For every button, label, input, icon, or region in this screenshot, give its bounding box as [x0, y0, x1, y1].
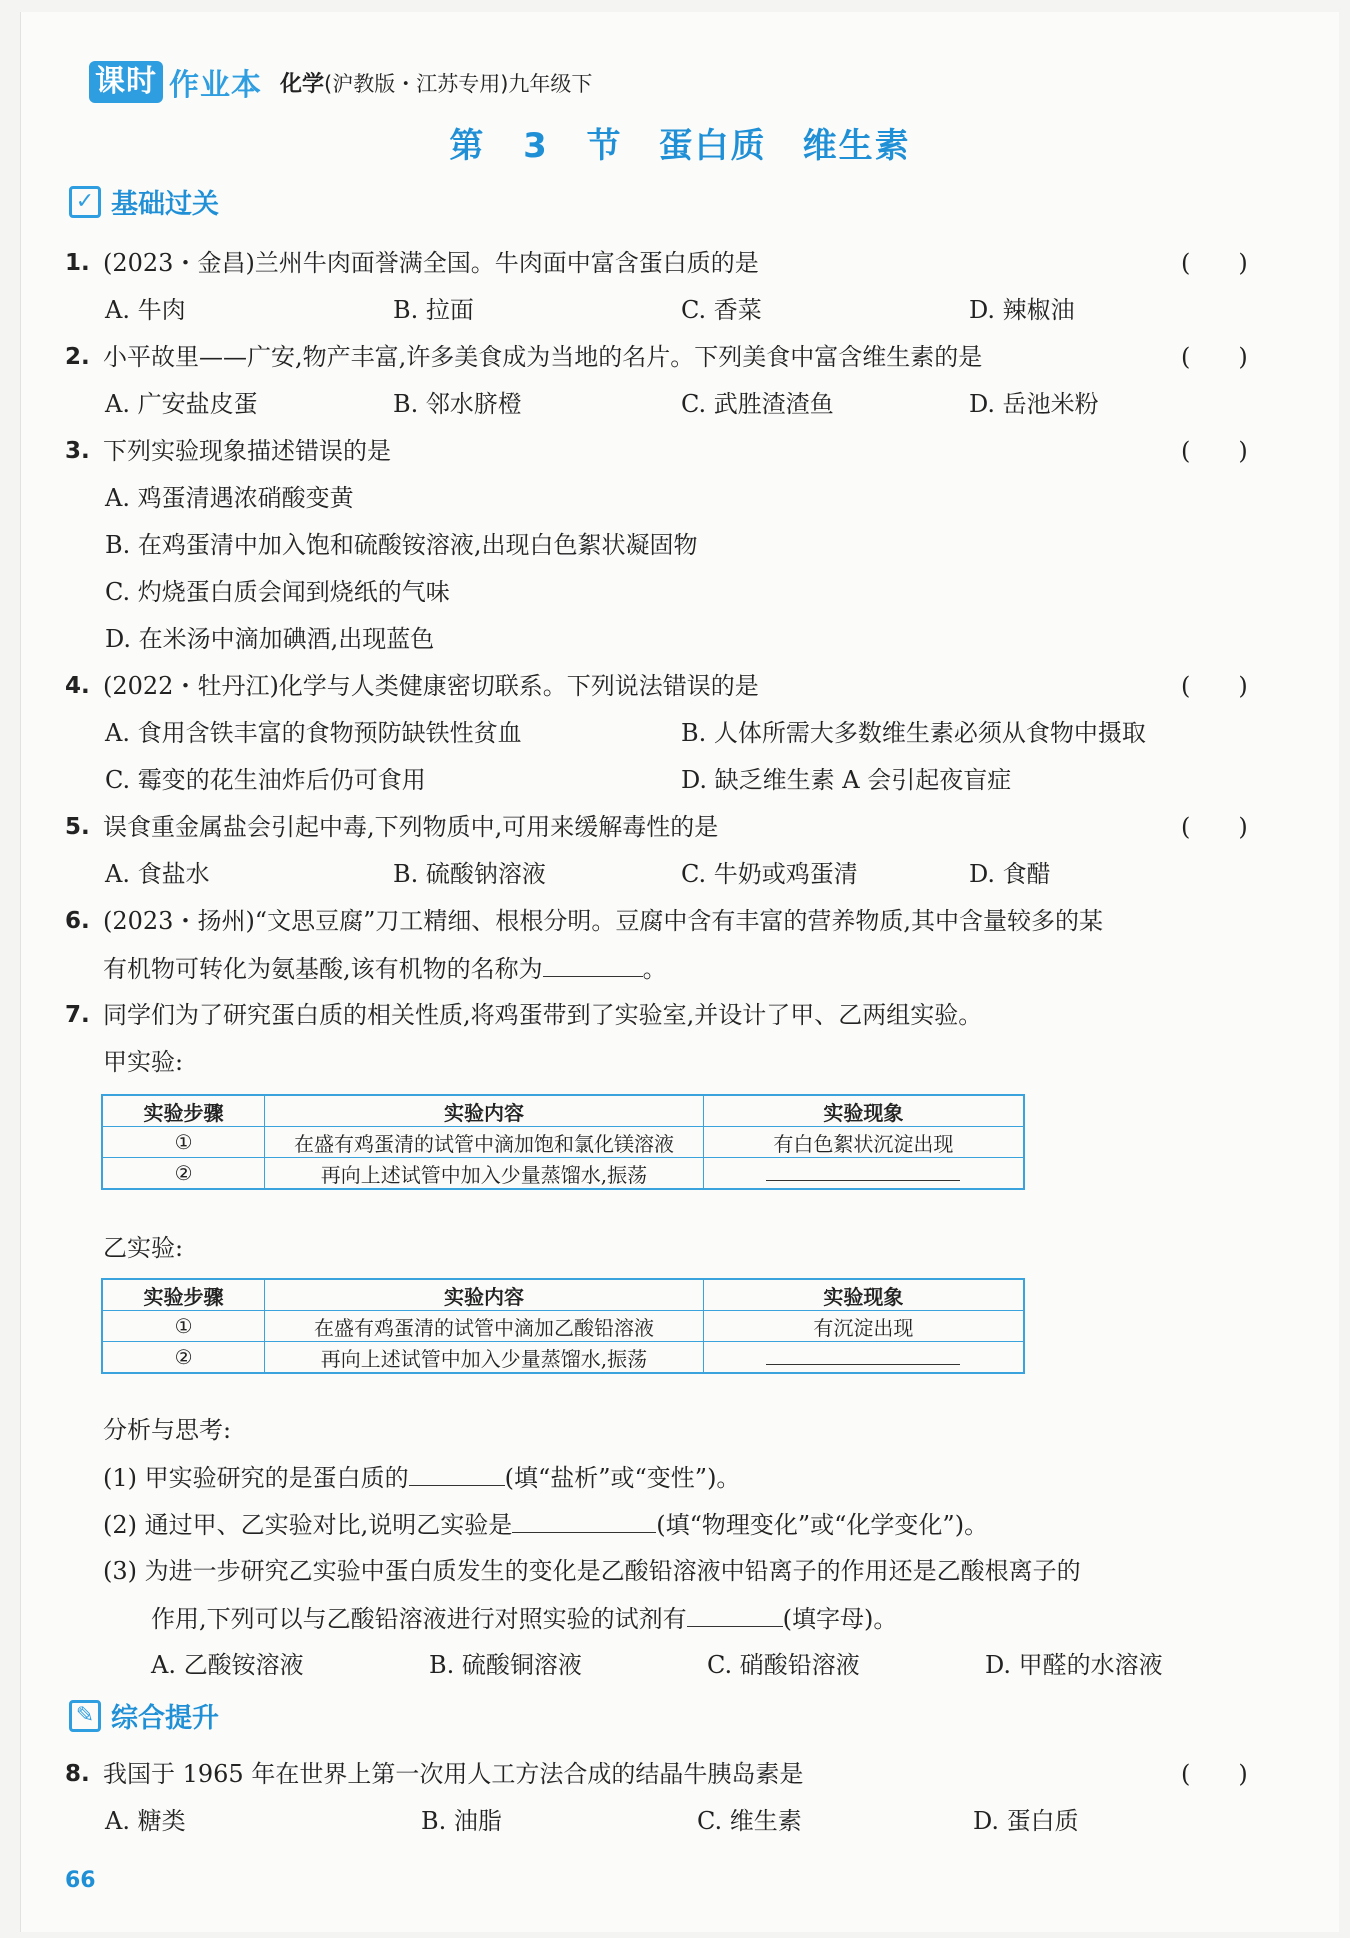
option: C. 香菜	[681, 296, 762, 324]
pencil-icon: ✎	[69, 1700, 101, 1732]
fill-blank[interactable]	[543, 950, 643, 977]
fill-blank[interactable]	[409, 1459, 505, 1486]
table-header-row: 实验步骤 实验内容 实验现象	[102, 1095, 1024, 1127]
option: D. 辣椒油	[969, 296, 1075, 324]
checkbox-icon: ✓	[69, 186, 101, 218]
table-row: ① 在盛有鸡蛋清的试管中滴加饱和氯化镁溶液 有白色絮状沉淀出现	[102, 1127, 1024, 1158]
fill-blank[interactable]	[766, 1344, 960, 1365]
section-basic: ✓ 基础过关	[69, 182, 219, 221]
option: D. 岳池米粉	[969, 390, 1099, 418]
brand-name: 作业本	[169, 68, 262, 103]
page-title: 第 3 节 蛋白质 维生素	[449, 126, 911, 166]
fill-blank[interactable]	[766, 1160, 960, 1181]
fill-blank[interactable]	[687, 1600, 783, 1627]
table-header-row: 实验步骤 实验内容 实验现象	[102, 1279, 1024, 1311]
option: A. 广安盐皮蛋	[105, 390, 258, 418]
page-number: 66	[65, 1868, 96, 1893]
answer-paren[interactable]: ( )	[1181, 672, 1248, 700]
book-header	[89, 60, 592, 104]
answer-paren[interactable]: ( )	[1181, 343, 1248, 371]
answer-paren[interactable]: ( )	[1181, 249, 1248, 277]
book-subtitle: 化学(沪教版・江苏专用)九年级下	[280, 71, 593, 97]
experiment-yi-table	[101, 1278, 1025, 1374]
table-row: ② 再向上述试管中加入少量蒸馏水,振荡	[102, 1158, 1024, 1190]
experiment-jia-table	[101, 1094, 1025, 1190]
table-row: ② 再向上述试管中加入少量蒸馏水,振荡	[102, 1342, 1024, 1374]
answer-paren[interactable]: ( )	[1181, 437, 1248, 465]
option: B. 邻水脐橙	[393, 390, 522, 418]
fill-blank[interactable]	[512, 1506, 656, 1533]
option: B. 拉面	[393, 296, 474, 324]
answer-paren[interactable]: ( )	[1181, 1760, 1248, 1788]
answer-paren[interactable]: ( )	[1181, 813, 1248, 841]
logo: 课时	[89, 61, 163, 103]
table-row: ① 在盛有鸡蛋清的试管中滴加乙酸铅溶液 有沉淀出现	[102, 1311, 1024, 1342]
option: C. 武胜渣渣鱼	[681, 390, 834, 418]
section-advanced: ✎ 综合提升	[69, 1696, 219, 1735]
worksheet-page: 课时 作业本 化学(沪教版・江苏专用)九年级下 第 3 节 蛋白质 维生素 ✓ 基础过关 1. (2023・金昌)兰州牛肉面誉满全国。牛肉面中富含蛋白质的是 ( ) A. 牛肉 B. 拉面 C. 香菜 D. 辣椒油 2. 小平故里——广安,物产丰富,许多美食成为当地的名片。下列美食中富含维生素的是 ( ) A. 广安盐皮蛋 B. 邻水脐橙 C. 武胜渣渣鱼 D. 岳池米粉 3. 下列实验现象描述错误的是 ( ) A. 鸡蛋清遇浓硝酸变黄 B. 在鸡蛋清中加入饱和硫酸铵溶液,出现白色絮状凝固物 C. 灼烧蛋白质会闻到烧纸的气味 D. 在米汤中滴加碘酒,出现蓝色 4. (2022・牡丹江)化学与人类健康密切联系。下列说法错误的是 ( ) A. 食用含铁丰富的食物预防缺铁性贫血 B. 人体所需大多数维生素必须从食物中摄取 C. 霉变的花生油炸后仍可食用 D. 缺乏维生素 A 会引起夜盲症 5. 误食重金属盐会引起中毒,下列物质中,可用来缓解毒性的是 ( ) A. 食盐水 B. 硫酸钠溶液 C. 牛奶或鸡蛋清 D. 食醋 6. (2023・扬州)“文思豆腐”刀工精细、根根分明。豆腐中含有丰富的营养物质,其中含量较多的某 有机物可转化为氨基酸,该有机物的名称为 。 7. 同学们为了研究蛋白质的相关性质,将鸡蛋带到了实验室,并设计了甲、乙两组实验。 甲实验: 实验步骤 实验内容 实验现象 ① 在盛有鸡蛋清的试管中滴加饱和氯化镁溶液 有白色絮状沉淀出现 ② 再向上述试管中加入少量蒸馏水,振荡 乙实验: 实验步骤 实验内容 实验现象 ① 在盛有鸡蛋清的试管中滴加乙酸铅溶液 有沉淀出现 ② 再向上述试管中加入少量蒸馏水,振荡 分析与思考: (1) 甲实验研究的是蛋白质的 (填“盐析”或“变性”)。 (2) 通过甲、乙实验对比,说明乙实验是 (填“物理变化”或“化学变化”)。 (3) 为进一步研究乙实验中蛋白质发生的变化是乙酸铅溶液中铅离子的作用还是乙酸根离子的 作用,下列可以与乙酸铅溶液进行对照实验的试剂有 (填字母)。 A. 乙酸铵溶液 B. 硫酸铜溶液 C. 硝酸铅溶液 D. 甲醛的水溶液 ✎ 综合提升 8. 我国于 1965 年在世界上第一次用人工方法合成的结晶牛胰岛素是 ( ) A. 糖类 B. 油脂 C. 维生素 D. 蛋白质 66	[20, 12, 1339, 1932]
option: A. 牛肉	[105, 296, 186, 324]
